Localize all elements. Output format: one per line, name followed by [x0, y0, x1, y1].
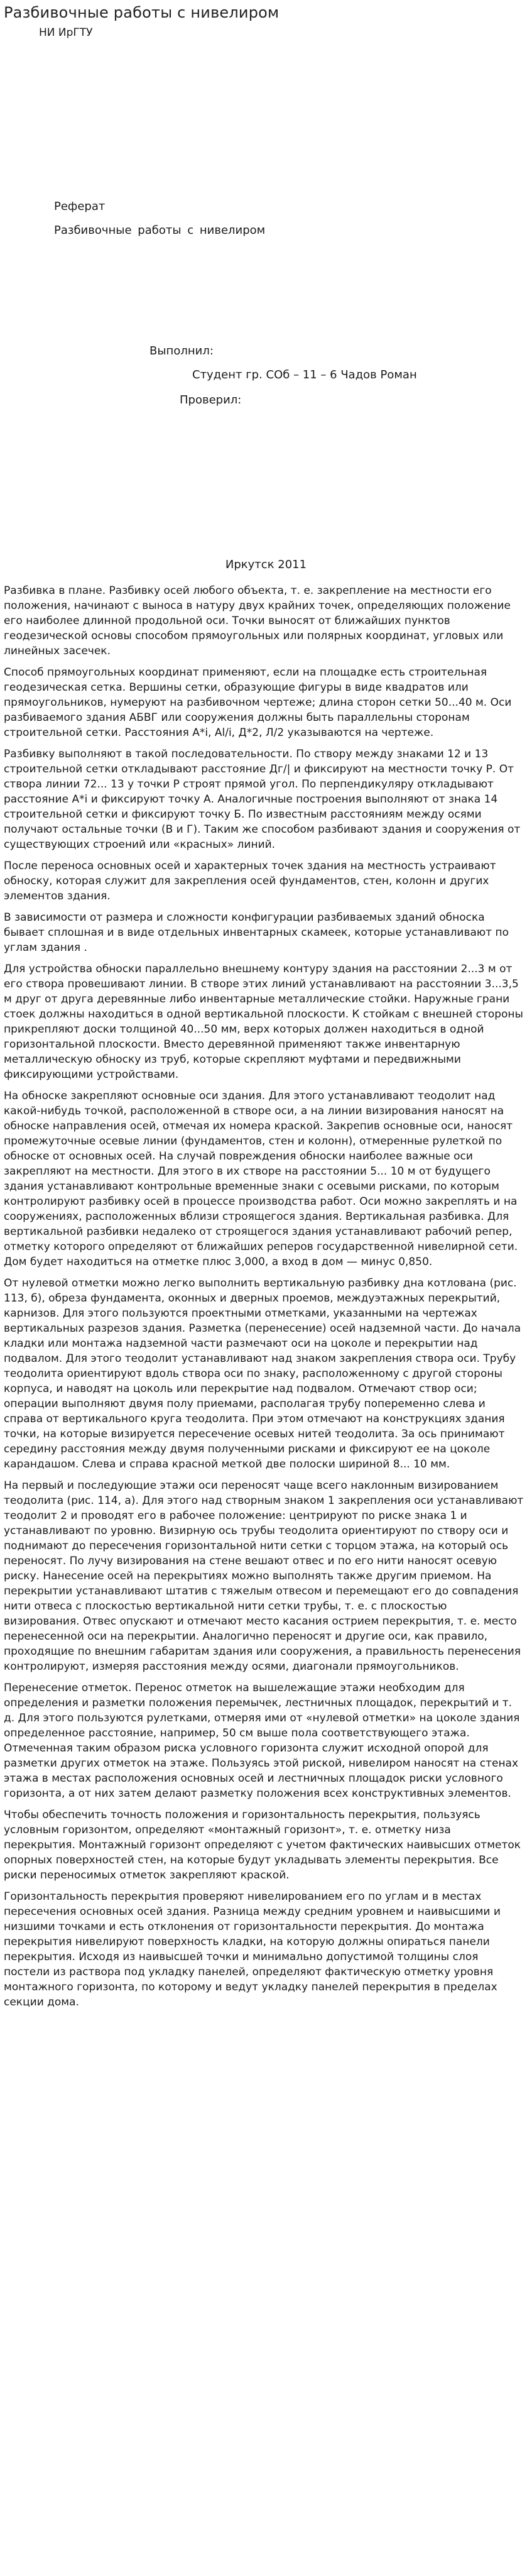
paragraph: От нулевой отметки можно легко выполнить вертикальную разбивку дна котлована (рис. 113, б), обреза фундамента, оконных и дверных проемов, междуэтажных перекрытий, карнизов. Для этого пользуются проектными отметками, указанными на чертежах вертикальных разрезов здания. Разметка (перенесение) осей надземной части. До начала кладки или монтажа надземной части размечают оси на цоколе и перекрытии над подвалом. Для этого теодолит устанавливают над знаком закрепления створа оси. Трубу теодолита ориентируют вдоль створа оси по знаку, расположенному с другой стороны корпуса, и наводят на цоколь или перекрытие над подвалом. Отмечают створ оси; операции выполняют двумя полу приемами, располагая трубу попеременно слева и справа от вертикального круга теодолита. При этом отмечают на конструкциях здания точки, на которые визируется пересечение осевых нитей теодолита. За ось принимают середину расстояния между двумя полученными рисками и фиксируют ее на цоколе карандашом. Слева и справа красной меткой две полоски шириной 8... 10 мм. — [4, 1277, 521, 1471]
paragraph: Чтобы обеспечить точность положения и горизонтальность перекрытия, пользуясь условным горизонтом, определяют «монтажный горизонт», т. е. отметку низа перекрытия. Монтажный горизонт определяют с учетом фактических наивысших отметок опорных поверхностей стен, на которые будут укладывать элементы перекрытия. Все риски переносимых отметок закрепляют краской. — [4, 1809, 521, 1882]
abstract-topic: Разбивочные работы с нивелиром — [54, 224, 266, 237]
title-block — [0, 0, 532, 39]
paragraph: На первый и последующие этажи оси переносят чаще всего наклонным визированием теодолита (рис. 114, а). Для этого над створным знаком 1 закрепления оси устанавливают теодолит 2 и проводят его в рабочее положение: центрируют по риске знака 1 и устанавливают по уровню. Визирную ось трубы теодолита ориентируют по створу оси и поднимают до пересечения горизонтальной нити сетки с торцом этажа, на который ось переносят. По лучу визирования на стене вешают отвес и по его нити наносят осевую риску. Нанесение осей на перекрытиях можно выполнять также другим приемом. На перекрытии устанавливают штатив с тяжелым отвесом и перемещают его до совпадения нити отвеса с плоскостью вертикальной нити сетки трубы, т. е. с плоскостью визирования. Отвес опускают и отмечают место касания острием перекрытия, т. е. место перенесенной оси на перекрытии. Аналогично переносят и другие оси, как правило, проходящие по внешним габаритам здания или сооружения, а правильность перенесения контролируют, измеряя расстояния между осями, диагонали прямоугольников. — [4, 1479, 524, 1673]
city-year: Иркутск 2011 — [225, 558, 307, 571]
paragraph: В зависимости от размера и сложности конфигурации разбиваемых зданий обноска бывает сплошная и в виде отдельных инвентарных скамеек, которые устанавливают по углам здания . — [4, 911, 509, 954]
paragraph: Перенесение отметок. Перенос отметок на вышележащие этажи необходим для определения и разметки положения перемычек, лестничных площадок, перекрытий и т. д. Для этого пользуются рулетками, отмеряя ими от «нулевой отметки» на цоколе здания определенное расстояние, например, 50 см выше пола соответствующего этажа. Отмеченная таким образом риска условного горизонта служит исходной опорой для разметки других отметок на этаже. Пользуясь этой риской, нивелиром наносят на стенах этажа в местах расположения основных осей и лестничных площадок риски условного горизонта, а от них затем делают разметку положения всех конструктивных элементов. — [4, 1682, 520, 1800]
paragraph: На обноске закрепляют основные оси здания. Для этого устанавливают теодолит над какой-нибудь точкой, расположенной в створе оси, а на линии визирования наносят на обноске направления осей, отмечая их номера краской. Закрепив основные оси, наносят промежуточные осевые линии (фундаментов, стен и колонн), отмеренные рулеткой по обноске от основных осей. На случай повреждения обноски наиболее важные оси закрепляют на местности. Для этого в их створе на расстоянии 5... 10 м от будущего здания устанавливают контрольные временные знаки с осевыми рисками, по которым контролируют разбивку осей в процессе производства работ. Оси можно закреплять и на сооружениях, расположенных вблизи строящегося здания. Вертикальная разбивка. Для вертикальной разбивки недалеко от строящегося здания устанавливают рабочий репер, отметку которого определяют от ближайших реперов государственной нивелирной сети. Дом будет находиться на отметке плюс 3,000, а вход в дом — минус 0,850. — [4, 1090, 518, 1268]
paragraph: Для устройства обноски параллельно внешнему контуру здания на расстоянии 2...3 м от его створа провешивают линии. В створе этих линий устанавливают на расстоянии 3...3,5 м друг от друга деревянные либо инвентарные металлические стойки. Наружные грани стоек должны находиться в одной вертикальной плоскости. К стойкам с внешней стороны прикрепляют доски толщиной 40...50 мм, верх которых должен находиться в одной горизонтальной плоскости. Вместо деревянной применяют также инвентарную металлическую обноску из труб, которые скрепляют муфтами и передвижными фиксирующими устройствами. — [4, 963, 523, 1081]
document-body — [4, 583, 525, 2016]
student-info: Студент гр. СОб – 11 – 6 Чадов Роман — [192, 368, 417, 381]
paragraph: Горизонтальность перекрытия проверяют нивелированием его по углам и в местах пересечения основных осей здания. Разница между средним уровнем и наивысшими и низшими точками и есть отклонения от горизонтальности перекрытия. До монтажа перекрытия нивелируют поверхность кладки, на которую должны опираться панели перекрытия. Исходя из наивысшей точки и минимально допустимой толщины слоя постели из раствора под укладку панелей, определяют фактическую отметку уровня монтажного горизонта, по которому и ведут укладку панелей перекрытия в пределах секции дома. — [4, 1890, 501, 2009]
paragraph: Способ прямоугольных координат применяют, если на площадке есть строительная геодезическая сетка. Вершины сетки, образующие фигуры в виде квадратов или прямоугольников, нумеруют на разбивочном чертеже; длина сторон сетки 50...40 м. Оси разбиваемого здания АБВГ или сооружения должны быть параллельны сторонам строительной сетки. Расстояния А*i, Al/i, Д*2, Л/2 указываются на чертеже. — [4, 666, 512, 739]
performed-by-label: Выполнил: — [149, 344, 214, 358]
paragraph: Разбивку выполняют в такой последовательности. По створу между знаками 12 и 13 строительной сетки откладывают расстояние Дг/| и фиксируют на местности точку Р. От створа линии 72... 13 у точки Р строят прямой угол. По перпендикуляру откладывают расстояние А*i и фиксируют точку А. Аналогичные построения выполняют от знака 14 строительной сетки и фиксируют точку Б. По известным расстояниям между осями получают остальные точки (В и Г). Таким же способом разбивают здания и сооружения от существующих строений или «красных» линий. — [4, 748, 521, 851]
organization-name: НИ ИрГТУ — [39, 26, 93, 39]
page-title: Разбивочные работы с нивелиром — [4, 4, 280, 21]
checked-by-label: Проверил: — [180, 393, 242, 407]
paragraph: Разбивка в плане. Разбивку осей любого объекта, т. е. закрепление на местности его положения, начинают с выноса в натуру двух крайних точек, определяющих положение его наиболее длинной продольной оси. Точки выносят от ближайших пунктов геодезической основы способом прямоугольных или полярных координат, угловых или линейных засечек. — [4, 584, 511, 657]
abstract-label: Реферат — [54, 200, 106, 213]
paragraph: После переноса основных осей и характерных точек здания на местность устраивают обноску, которая служит для закрепления осей фундаментов, стен, колонн и других элементов здания. — [4, 860, 496, 902]
